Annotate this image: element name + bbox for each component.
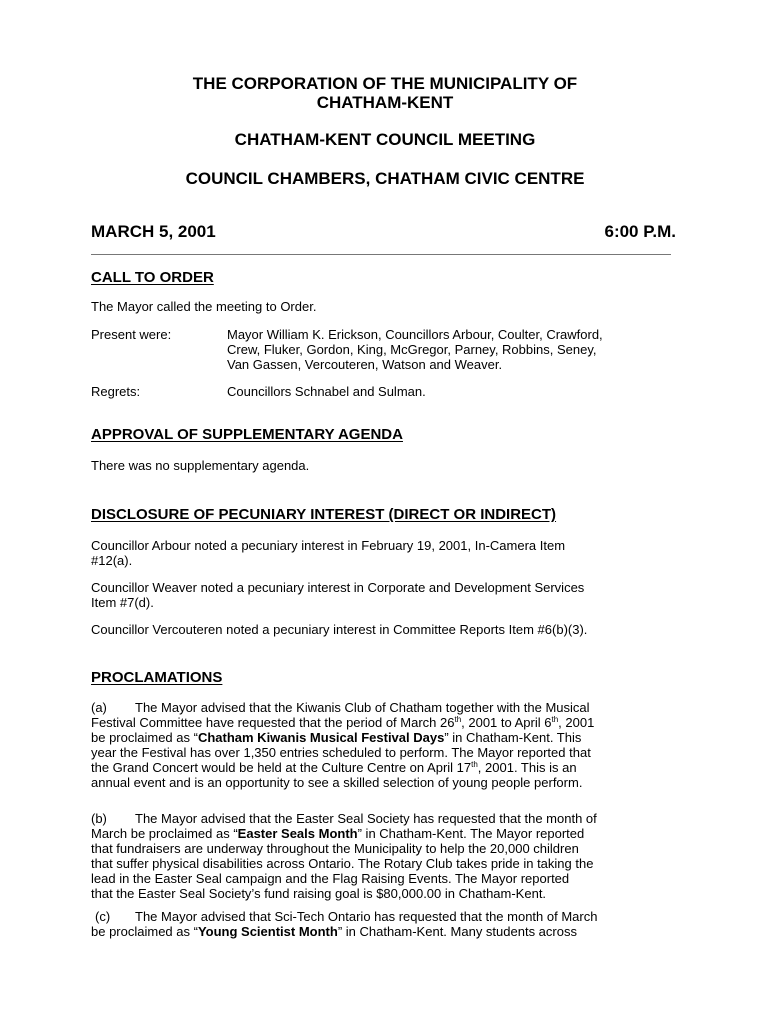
text-span: March be proclaimed as “ <box>91 826 238 841</box>
pecuniary-paragraph-3: Councillor Vercouteren noted a pecuniary interest in Committee Reports Item #6(b)(3). <box>91 622 588 637</box>
text-line: that suffer physical disabilities across Ontario. The Rotary Club takes pride in taking the <box>91 856 594 871</box>
superscript: th <box>471 760 478 769</box>
meeting-location: COUNCIL CHAMBERS, CHATHAM CIVIC CENTRE <box>185 169 585 188</box>
text-line: Item #7(d). <box>91 595 154 610</box>
text-span: , 2001. This is an <box>477 760 577 775</box>
date-time-row <box>91 222 676 242</box>
text-span: Festival Committee have requested that the period of March 26 <box>91 715 455 730</box>
proclamation-name: Young Scientist Month <box>197 924 338 939</box>
regrets-value: Councillors Schnabel and Sulman. <box>227 384 426 399</box>
text-span: the Grand Concert would be held at the Culture Centre on April 17 <box>91 760 472 775</box>
title-line-1: THE CORPORATION OF THE MUNICIPALITY OF <box>192 74 578 93</box>
heading-call-to-order: CALL TO ORDER <box>91 269 214 286</box>
text-span: be proclaimed as “ <box>91 730 198 745</box>
superscript: th <box>551 715 559 724</box>
proclamation-a <box>91 700 681 790</box>
text-line <box>91 811 681 826</box>
text-line: lead in the Easter Seal campaign and the Flag Raising Events. The Mayor reported <box>91 871 570 886</box>
heading-proclamations: PROCLAMATIONS <box>91 669 223 686</box>
meeting-time: 6:00 P.M. <box>604 222 676 241</box>
text-span: ” in Chatham-Kent. Many students across <box>337 924 577 939</box>
present-label: Present were: <box>91 327 172 342</box>
header-divider <box>91 254 671 255</box>
text-line: #12(a). <box>91 553 133 568</box>
item-marker: (a) <box>91 700 107 715</box>
text-line <box>91 826 681 841</box>
text-span: ” in Chatham-Kent. The Mayor reported <box>357 826 585 841</box>
supplementary-text: There was no supplementary agenda. <box>91 458 310 473</box>
heading-supplementary-agenda: APPROVAL OF SUPPLEMENTARY AGENDA <box>91 426 403 443</box>
text-span: The Mayor advised that Sci-Tech Ontario has requested that the month of March <box>135 909 598 924</box>
meeting-date: MARCH 5, 2001 <box>91 222 216 241</box>
text-span: , 2001 to April 6 <box>461 715 552 730</box>
pecuniary-paragraph-1 <box>91 538 681 568</box>
text-line: that fundraisers are underway throughout the Municipality to help the 20,000 children <box>91 841 579 856</box>
title-line-2: CHATHAM-KENT <box>316 93 454 112</box>
superscript: th <box>454 715 462 724</box>
text-span: , 2001 <box>558 715 595 730</box>
call-to-order-text: The Mayor called the meeting to Order. <box>91 299 317 314</box>
text-line <box>91 700 681 715</box>
item-marker: (b) <box>91 811 107 826</box>
pecuniary-paragraph-2 <box>91 580 681 610</box>
present-line: Van Gassen, Vercouteren, Watson and Weaver. <box>227 357 503 372</box>
text-line <box>91 760 681 775</box>
text-line <box>91 909 681 924</box>
text-line <box>91 730 681 745</box>
present-line: Mayor William K. Erickson, Councillors Arbour, Coulter, Crawford, <box>227 327 603 342</box>
present-line: Crew, Fluker, Gordon, King, McGregor, Parney, Robbins, Seney, <box>227 342 597 357</box>
proclamation-b <box>91 811 681 901</box>
text-line: annual event and is an opportunity to see a skilled selection of young people perform. <box>91 775 583 790</box>
text-line <box>91 924 681 939</box>
item-marker: (c) <box>95 909 111 924</box>
text-span: The Mayor advised that the Kiwanis Club of Chatham together with the Musical <box>135 700 590 715</box>
text-span: The Mayor advised that the Easter Seal Society has requested that the month of <box>135 811 597 826</box>
text-line: Councillor Arbour noted a pecuniary interest in February 19, 2001, In-Camera Item <box>91 538 566 553</box>
regrets-label: Regrets: <box>91 384 141 399</box>
text-span: ” in Chatham-Kent. This <box>444 730 582 745</box>
text-span: be proclaimed as “ <box>91 924 198 939</box>
heading-pecuniary-interest: DISCLOSURE OF PECUNIARY INTEREST (DIRECT OR INDIRECT) <box>91 506 557 523</box>
present-value <box>227 327 677 372</box>
text-line: Councillor Weaver noted a pecuniary interest in Corporate and Development Services <box>91 580 585 595</box>
meeting-title: CHATHAM-KENT COUNCIL MEETING <box>234 130 536 149</box>
proclamation-name: Chatham Kiwanis Musical Festival Days <box>197 730 445 745</box>
text-line <box>91 715 681 730</box>
text-line: year the Festival has over 1,350 entries scheduled to perform. The Mayor reported that <box>91 745 591 760</box>
text-line: that the Easter Seal Society’s fund raising goal is $80,000.00 in Chatham-Kent. <box>91 886 547 901</box>
proclamation-c <box>91 909 681 939</box>
proclamation-name: Easter Seals Month <box>237 826 358 841</box>
